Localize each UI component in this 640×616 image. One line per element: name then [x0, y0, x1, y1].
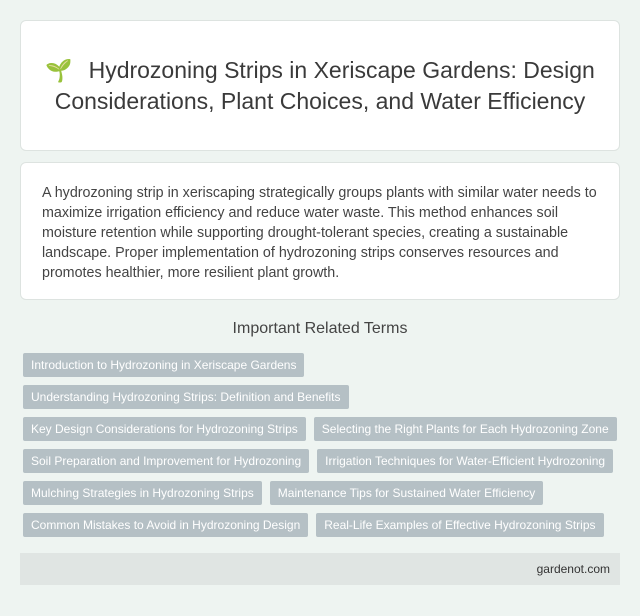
sprout-icon: 🌱	[45, 58, 73, 83]
related-term-chip[interactable]: Understanding Hydrozoning Strips: Definition and Benefits	[23, 385, 349, 409]
related-terms-heading: Important Related Terms	[232, 320, 408, 337]
summary-text: A hydrozoning strip in xeriscaping strategically groups plants with similar water needs to maximize irrigation efficiency and reduce water waste. This method enhances soil moisture retention while supporting drought-tolerant species, creating a sustainable landscape. Proper implementation of hydrozoning strips conserves resources and promotes healthier, more resilient plant growth.	[42, 185, 597, 281]
related-term-chip[interactable]: Common Mistakes to Avoid in Hydrozoning Design	[23, 513, 308, 537]
chip-row	[23, 481, 623, 505]
chip-row	[23, 353, 623, 377]
related-term-chip[interactable]: Introduction to Hydrozoning in Xeriscape Gardens	[23, 353, 304, 377]
chip-row	[23, 417, 623, 441]
related-term-chip[interactable]: Maintenance Tips for Sustained Water Efficiency	[270, 481, 543, 505]
chip-row	[23, 449, 623, 473]
related-term-chip[interactable]: Key Design Considerations for Hydrozoning Strips	[23, 417, 306, 441]
related-term-chip[interactable]: Soil Preparation and Improvement for Hydrozoning	[23, 449, 309, 473]
related-terms-list	[23, 353, 623, 545]
site-link[interactable]: gardenot.com	[536, 562, 610, 576]
chip-row	[23, 385, 623, 409]
footer	[20, 553, 620, 585]
related-term-chip[interactable]: Selecting the Right Plants for Each Hydrozoning Zone	[314, 417, 617, 441]
summary-card	[20, 162, 620, 300]
page-title-text: Hydrozoning Strips in Xeriscape Gardens: Design Considerations, Plant Choices, and Water Efficiency	[54, 57, 595, 114]
related-term-chip[interactable]: Real-Life Examples of Effective Hydrozoning Strips	[316, 513, 603, 537]
related-term-chip[interactable]: Irrigation Techniques for Water-Efficient Hydrozoning	[317, 449, 613, 473]
related-term-chip[interactable]: Mulching Strategies in Hydrozoning Strips	[23, 481, 262, 505]
chip-row	[23, 513, 623, 537]
page-title	[40, 55, 600, 116]
title-card	[20, 20, 620, 151]
